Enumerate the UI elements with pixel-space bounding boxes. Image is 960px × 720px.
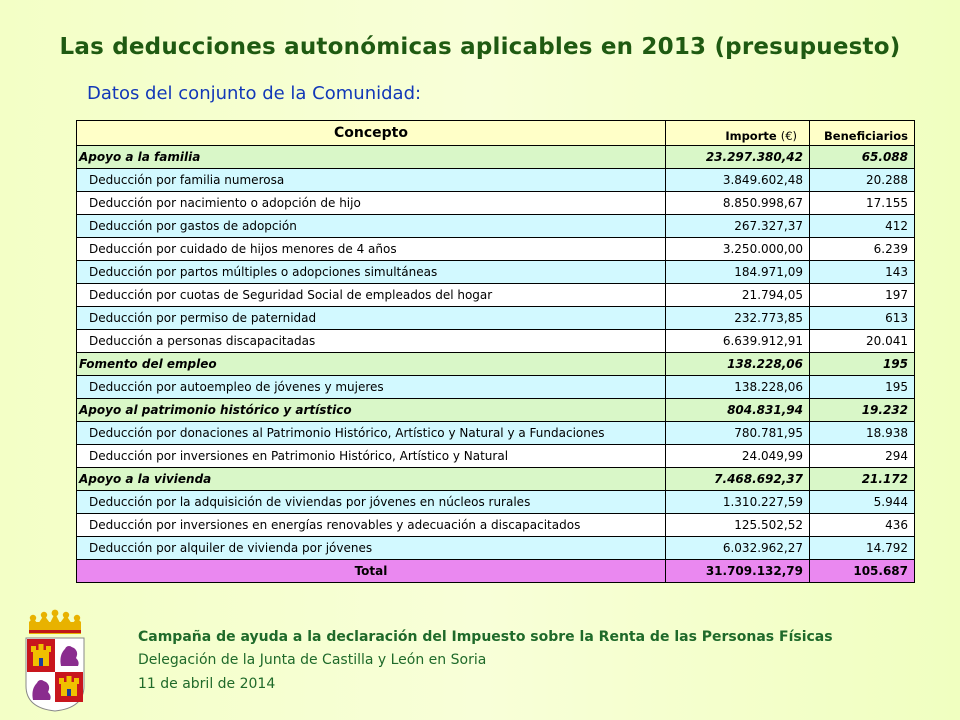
column-header-amount-label: Importe <box>725 129 777 143</box>
cell-amount: 125.502,52 <box>666 514 810 537</box>
table-group-row <box>77 399 915 422</box>
table-group-row <box>77 146 915 169</box>
page-title: Las deducciones autonómicas aplicables en 2013 (presupuesto) <box>59 34 901 60</box>
cell-concept: Deducción por la adquisición de viviendas por jóvenes en núcleos rurales <box>77 491 666 514</box>
cell-amount: 23.297.380,42 <box>666 146 810 169</box>
table-row <box>77 215 915 238</box>
table-row <box>77 376 915 399</box>
cell-beneficiaries: 143 <box>810 261 915 284</box>
table-body <box>77 146 915 583</box>
table-row <box>77 284 915 307</box>
cell-beneficiaries: 5.944 <box>810 491 915 514</box>
cell-beneficiaries: 20.288 <box>810 169 915 192</box>
deductions-table <box>76 120 915 583</box>
cell-beneficiaries: 195 <box>810 353 915 376</box>
cell-amount: 7.468.692,37 <box>666 468 810 491</box>
column-header-concept: Concepto <box>77 121 666 146</box>
castle-icon <box>59 676 79 696</box>
cell-amount: 21.794,05 <box>666 284 810 307</box>
cell-concept: Deducción por cuidado de hijos menores de 4 años <box>77 238 666 261</box>
column-header-amount-unit: (€) <box>780 129 797 143</box>
cell-amount: 780.781,95 <box>666 422 810 445</box>
cell-amount: 1.310.227,59 <box>666 491 810 514</box>
footer-campaign: Campaña de ayuda a la declaración del Impuesto sobre la Renta de las Personas Físicas <box>138 629 833 645</box>
cell-amount: 3.849.602,48 <box>666 169 810 192</box>
cell-amount: 8.850.998,67 <box>666 192 810 215</box>
cell-amount: 804.831,94 <box>666 399 810 422</box>
column-header-amount <box>666 121 810 146</box>
page-subtitle: Datos del conjunto de la Comunidad: <box>87 83 422 104</box>
castilla-y-leon-coat-of-arms-icon <box>24 608 86 712</box>
cell-amount: 138.228,06 <box>666 376 810 399</box>
footer-date: 11 de abril de 2014 <box>138 676 276 692</box>
cell-amount: 31.709.132,79 <box>666 560 810 583</box>
cell-concept: Deducción por autoempleo de jóvenes y mujeres <box>77 376 666 399</box>
cell-beneficiaries: 14.792 <box>810 537 915 560</box>
table-row <box>77 192 915 215</box>
cell-concept: Deducción por partos múltiples o adopciones simultáneas <box>77 261 666 284</box>
table-total-row <box>77 560 915 583</box>
cell-beneficiaries: 197 <box>810 284 915 307</box>
cell-concept: Deducción por inversiones en Patrimonio Histórico, Artístico y Natural <box>77 445 666 468</box>
cell-beneficiaries: 65.088 <box>810 146 915 169</box>
cell-beneficiaries: 17.155 <box>810 192 915 215</box>
cell-concept: Deducción por cuotas de Seguridad Social de empleados del hogar <box>77 284 666 307</box>
cell-amount: 267.327,37 <box>666 215 810 238</box>
column-header-beneficiaries: Beneficiarios <box>810 121 915 146</box>
cell-beneficiaries: 195 <box>810 376 915 399</box>
cell-concept: Apoyo a la familia <box>77 146 666 169</box>
table-row <box>77 514 915 537</box>
table-row <box>77 169 915 192</box>
cell-beneficiaries: 20.041 <box>810 330 915 353</box>
table-row <box>77 307 915 330</box>
cell-concept: Deducción por familia numerosa <box>77 169 666 192</box>
cell-amount: 6.639.912,91 <box>666 330 810 353</box>
cell-amount: 184.971,09 <box>666 261 810 284</box>
footer-delegation: Delegación de la Junta de Castilla y León en Soria <box>138 652 487 668</box>
cell-beneficiaries: 436 <box>810 514 915 537</box>
cell-beneficiaries: 21.172 <box>810 468 915 491</box>
cell-concept: Deducción por gastos de adopción <box>77 215 666 238</box>
table-row <box>77 261 915 284</box>
table-group-row <box>77 353 915 376</box>
cell-concept: Deducción por alquiler de vivienda por jóvenes <box>77 537 666 560</box>
cell-amount: 138.228,06 <box>666 353 810 376</box>
cell-beneficiaries: 19.232 <box>810 399 915 422</box>
cell-concept: Total <box>77 560 666 583</box>
cell-beneficiaries: 18.938 <box>810 422 915 445</box>
castle-icon <box>31 644 51 666</box>
cell-beneficiaries: 105.687 <box>810 560 915 583</box>
cell-concept: Deducción a personas discapacitadas <box>77 330 666 353</box>
cell-concept: Deducción por donaciones al Patrimonio Histórico, Artístico y Natural y a Fundaciones <box>77 422 666 445</box>
crown-icon <box>29 610 81 634</box>
table-row <box>77 491 915 514</box>
table-row <box>77 537 915 560</box>
cell-beneficiaries: 6.239 <box>810 238 915 261</box>
table-row <box>77 445 915 468</box>
cell-beneficiaries: 412 <box>810 215 915 238</box>
cell-beneficiaries: 613 <box>810 307 915 330</box>
cell-amount: 24.049,99 <box>666 445 810 468</box>
cell-concept: Deducción por inversiones en energías renovables y adecuación a discapacitados <box>77 514 666 537</box>
table-row <box>77 422 915 445</box>
cell-concept: Fomento del empleo <box>77 353 666 376</box>
cell-concept: Deducción por permiso de paternidad <box>77 307 666 330</box>
cell-concept: Apoyo al patrimonio histórico y artístico <box>77 399 666 422</box>
cell-beneficiaries: 294 <box>810 445 915 468</box>
table-group-row <box>77 468 915 491</box>
cell-amount: 3.250.000,00 <box>666 238 810 261</box>
table-row <box>77 330 915 353</box>
cell-amount: 6.032.962,27 <box>666 537 810 560</box>
table-row <box>77 238 915 261</box>
table-header-row <box>77 121 915 146</box>
cell-amount: 232.773,85 <box>666 307 810 330</box>
cell-concept: Deducción por nacimiento o adopción de hijo <box>77 192 666 215</box>
cell-concept: Apoyo a la vivienda <box>77 468 666 491</box>
deductions-table-container <box>76 120 914 583</box>
